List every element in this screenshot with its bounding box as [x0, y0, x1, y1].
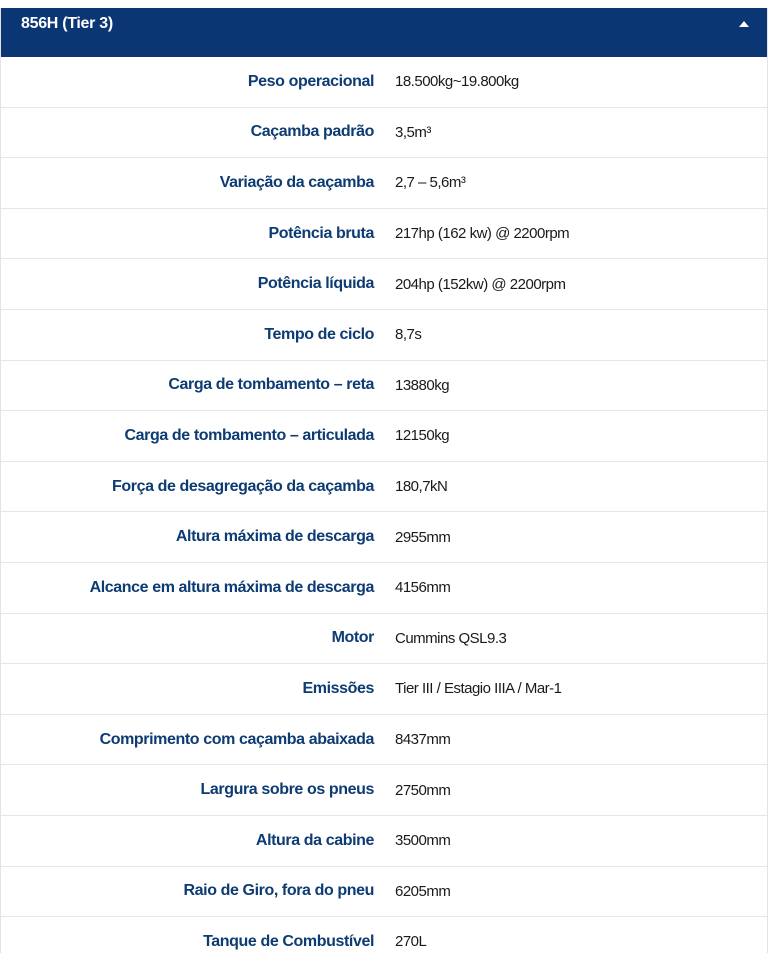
spec-label: Altura máxima de descarga: [175, 528, 374, 546]
spec-value: 3,5m³: [395, 123, 431, 141]
spec-label: Força de desagregação da caçamba: [112, 477, 374, 495]
spec-label: Carga de tombamento – reta: [168, 376, 374, 394]
spec-label: Caçamba padrão: [250, 123, 374, 141]
specs-table: [1, 57, 767, 953]
spec-label: Alcance em altura máxima de descarga: [89, 578, 374, 596]
accordion-header[interactable]: [1, 8, 767, 57]
spec-value: 8437mm: [395, 731, 451, 749]
spec-value: 3500mm: [395, 832, 451, 850]
spec-label: Variação da caçamba: [219, 173, 374, 191]
spec-row: [1, 411, 767, 462]
spec-row: [1, 462, 767, 513]
spec-value: 2750mm: [395, 781, 451, 799]
spec-row: [1, 512, 767, 563]
spec-row: [1, 765, 767, 816]
spec-value: 13880kg: [395, 376, 450, 394]
spec-row: [1, 158, 767, 209]
spec-row: [1, 816, 767, 867]
spec-label: Largura sobre os pneus: [200, 781, 374, 799]
spec-value: 217hp (162 kw) @ 2200rpm: [395, 225, 570, 243]
spec-row: [1, 310, 767, 361]
spec-value: 8,7s: [395, 326, 422, 344]
spec-label: Motor: [331, 629, 374, 647]
spec-label: Comprimento com caçamba abaixada: [99, 730, 374, 748]
spec-label: Potência líquida: [257, 275, 374, 293]
specs-accordion-panel: [0, 8, 768, 953]
spec-row: [1, 209, 767, 260]
spec-value: 270L: [395, 933, 427, 951]
accordion-title: 856H (Tier 3): [21, 14, 113, 32]
spec-label: Potência bruta: [268, 224, 374, 242]
spec-value: 4156mm: [395, 579, 451, 597]
spec-value: 2,7 – 5,6m³: [395, 174, 466, 192]
spec-value: 204hp (152kw) @ 2200rpm: [395, 275, 566, 293]
spec-label: Peso operacional: [247, 72, 374, 90]
spec-value: 2955mm: [395, 528, 451, 546]
spec-value: 12150kg: [395, 427, 450, 445]
spec-row: [1, 917, 767, 953]
spec-row: [1, 57, 767, 108]
spec-row: [1, 867, 767, 918]
spec-value: Cummins QSL9.3: [395, 629, 507, 647]
spec-value: Tier III / Estagio IIIA / Mar-1: [395, 680, 562, 698]
spec-label: Raio de Giro, fora do pneu: [183, 882, 374, 900]
spec-label: Emissões: [302, 679, 374, 697]
spec-value: 18.500kg~19.800kg: [395, 73, 519, 91]
spec-row: [1, 563, 767, 614]
spec-label: Tempo de ciclo: [264, 325, 374, 343]
caret-up-icon[interactable]: [739, 21, 749, 27]
spec-label: Carga de tombamento – articulada: [124, 426, 374, 444]
spec-row: [1, 664, 767, 715]
spec-row: [1, 259, 767, 310]
spec-value: 6205mm: [395, 882, 451, 900]
spec-row: [1, 361, 767, 412]
spec-row: [1, 715, 767, 766]
spec-row: [1, 614, 767, 665]
spec-row: [1, 108, 767, 159]
spec-label: Altura da cabine: [255, 831, 374, 849]
spec-value: 180,7kN: [395, 478, 448, 496]
spec-label: Tanque de Combustível: [203, 932, 374, 950]
